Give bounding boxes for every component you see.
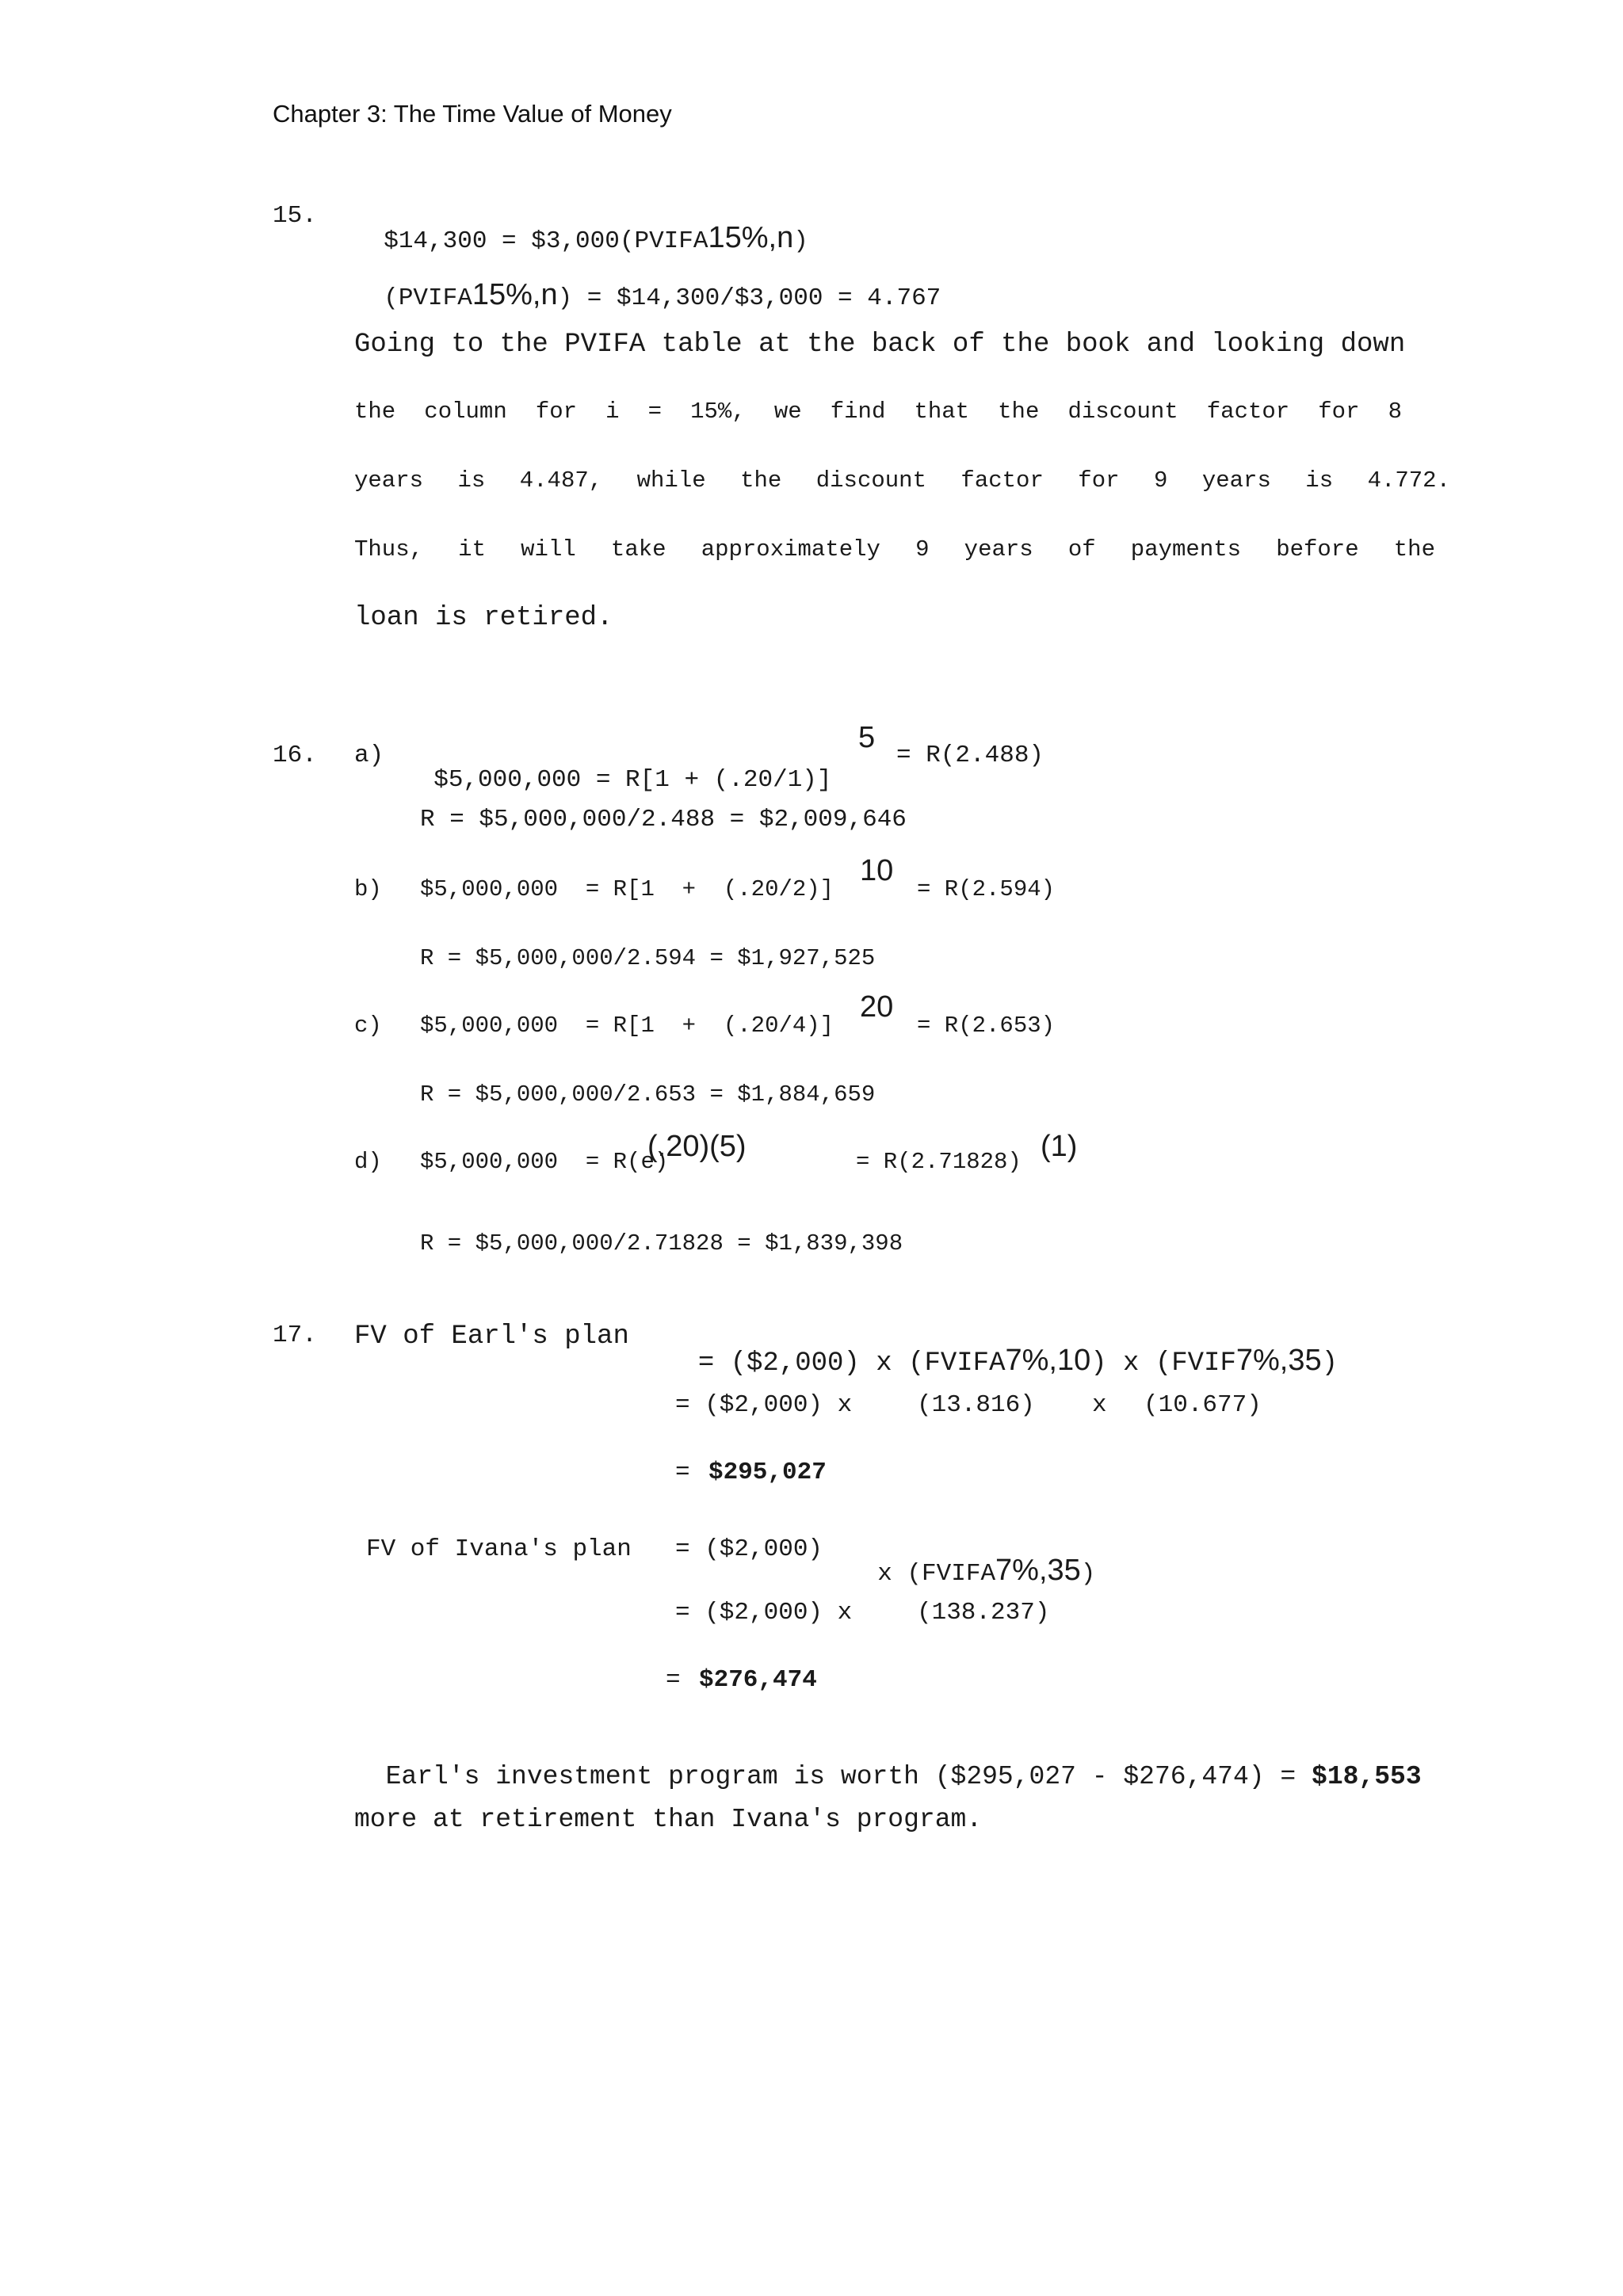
ivana-plan-equation	[848, 1531, 1095, 1586]
part-c-exponent: 20	[860, 990, 894, 1024]
part-b-equation: $5,000,000 = R[1 + (.20/2)]	[420, 876, 834, 902]
subscript: 7%,35	[995, 1554, 1081, 1587]
earl-plan-line-2b: (13.816)	[917, 1391, 1035, 1419]
part-a-exponent: 5	[858, 721, 876, 754]
part-b-exponent: 10	[860, 854, 894, 887]
problem-16-number: 16.	[273, 742, 317, 769]
part-c-label: c)	[354, 1013, 382, 1039]
ivana-plan-line-2b: (138.237)	[917, 1599, 1050, 1627]
part-d-exponent: (.20)(5)	[647, 1130, 747, 1163]
part-c-solution: R = $5,000,000/2.653 = $1,884,659	[420, 1081, 876, 1108]
eq-text: $14,300 = $3,000(PVIFA	[384, 227, 708, 255]
part-b-label: b)	[354, 876, 382, 902]
earl-plan-line-2a: = ($2,000) x	[675, 1391, 853, 1419]
earl-plan-line-2c: x	[1092, 1391, 1107, 1419]
eq-text: $5,000,000 = R[1 + (.20/1)]	[433, 766, 832, 794]
problem-15-number: 15.	[273, 202, 317, 230]
part-d-result: = R(2.71828)	[856, 1149, 1022, 1175]
part-c-result: = R(2.653)	[917, 1013, 1056, 1039]
part-c-equation: $5,000,000 = R[1 + (.20/4)]	[420, 1013, 834, 1039]
part-d-label: d)	[354, 1149, 382, 1175]
problem-15-line-2: the column for i = 15%, we find that the discount factor for 8	[354, 399, 1402, 425]
ivana-plan-line-3-eq: =	[666, 1666, 681, 1694]
eq-text: (PVIFA	[384, 284, 472, 312]
subscript: 7%,35	[1235, 1344, 1322, 1377]
page-header: Chapter 3: The Time Value of Money	[273, 100, 672, 128]
subscript: 15%,n	[472, 278, 558, 311]
eq-text: ) = $14,300/$3,000 = 4.767	[557, 284, 941, 312]
eq-text: x (FVIFA	[877, 1560, 996, 1588]
problem-15-equation-2	[354, 255, 941, 311]
conclusion-line-1	[354, 1737, 1422, 1790]
part-a-result: = R(2.488)	[896, 742, 1044, 769]
eq-text: )	[1080, 1560, 1096, 1588]
ivana-plan-label: FV of Ivana's plan	[366, 1535, 632, 1563]
earl-plan-total: $295,027	[708, 1459, 827, 1486]
earl-plan-line-3-eq: =	[675, 1459, 690, 1486]
subscript: 7%,10	[1005, 1344, 1091, 1377]
ivana-plan-line-2a: = ($2,000) x	[675, 1599, 853, 1627]
problem-17-number: 17.	[273, 1322, 317, 1349]
conclusion-line-2: more at retirement than Ivana's program.	[354, 1805, 983, 1834]
part-b-solution: R = $5,000,000/2.594 = $1,927,525	[420, 945, 876, 971]
eq-text: )	[1321, 1348, 1338, 1379]
problem-15-equation-1	[354, 198, 808, 254]
problem-15-line-5: loan is retired.	[354, 603, 613, 633]
earl-plan-line-2d: (10.677)	[1144, 1391, 1262, 1419]
conclusion-text: Earl's investment program is worth ($295,027 - $276,474) =	[385, 1762, 1296, 1791]
problem-15-line-3: years is 4.487, while the discount factor for 9 years is 4.772.	[354, 467, 1450, 494]
earl-plan-equation	[666, 1318, 1338, 1377]
ivana-plan-total: $276,474	[699, 1666, 817, 1694]
subscript: 15%,n	[708, 221, 794, 254]
part-d-exponent-2: (1)	[1041, 1130, 1078, 1163]
problem-15-line-4: Thus, it will take approximately 9 years of payments before the	[354, 536, 1435, 563]
part-b-result: = R(2.594)	[917, 876, 1056, 902]
eq-text: = ($2,000) x (FVIFA	[697, 1348, 1006, 1379]
part-d-equation: $5,000,000 = R(e)	[420, 1149, 669, 1175]
ivana-plan-equation-a: = ($2,000)	[675, 1535, 823, 1563]
part-a-equation	[404, 743, 832, 792]
difference-total: $18,553	[1312, 1762, 1422, 1791]
part-d-solution: R = $5,000,000/2.71828 = $1,839,398	[420, 1230, 903, 1257]
eq-text: ) x (FVIF	[1090, 1348, 1236, 1379]
earl-plan-label: FV of Earl's plan	[354, 1322, 629, 1352]
part-a-solution: R = $5,000,000/2.488 = $2,009,646	[420, 806, 907, 833]
problem-15-line-1: Going to the PVIFA table at the back of the book and looking down	[354, 330, 1406, 360]
part-a-label: a)	[354, 742, 384, 769]
eq-text: )	[793, 227, 808, 255]
